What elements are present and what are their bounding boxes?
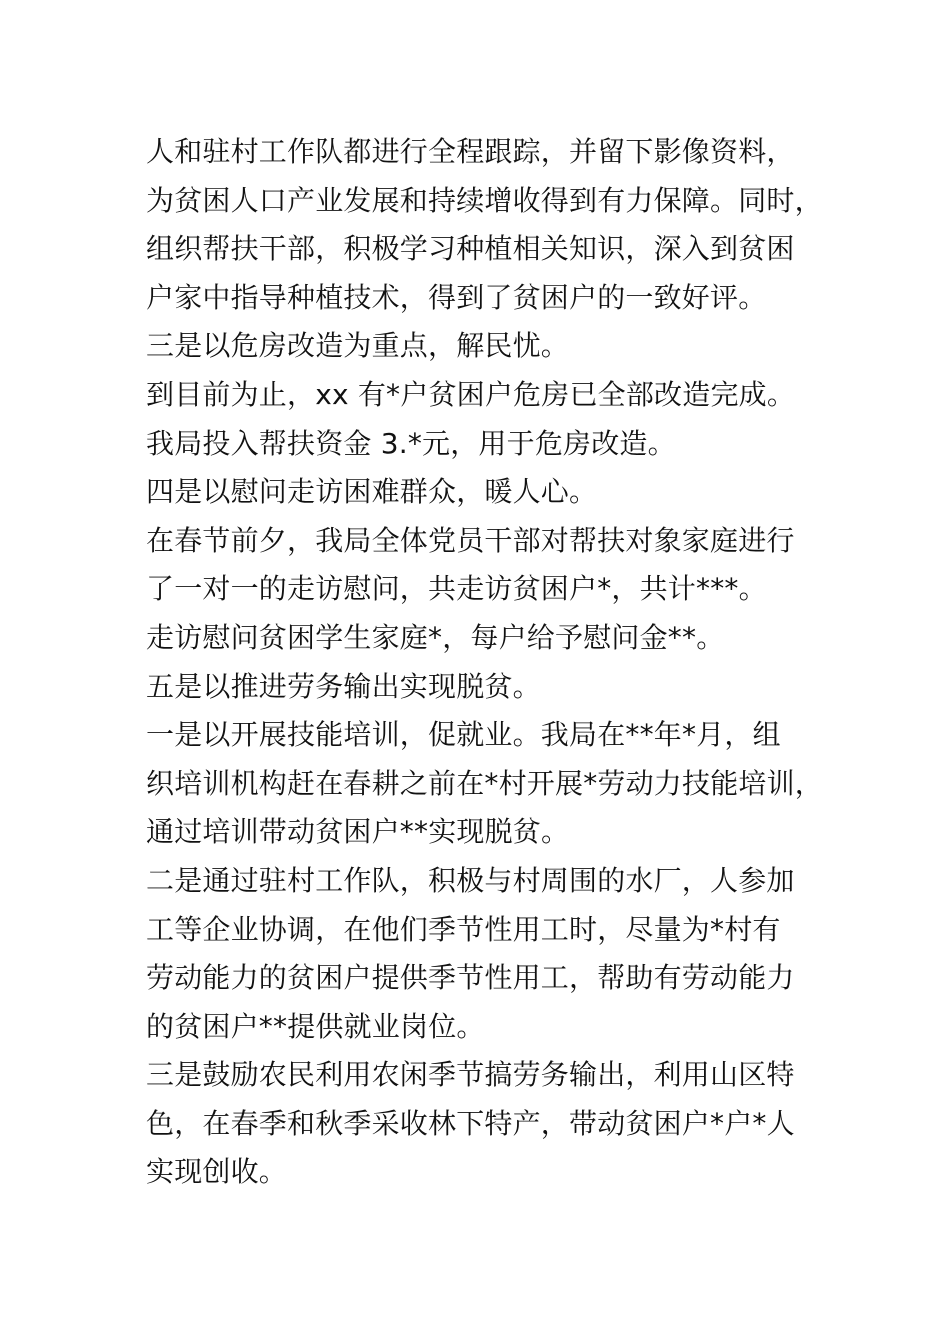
text-line: 织培训机构赶在春耕之前在*村开展*劳动力技能培训， [146, 766, 824, 800]
document-body [146, 128, 846, 1197]
text-line: 了一对一的走访慰问，共走访贫困户*，共计***。 [146, 572, 767, 606]
section-heading: 四是以慰问走访困难群众，暖人心。 [146, 475, 598, 509]
text-line: 色，在春季和秋季采收林下特产，带动贫困户*户*人 [146, 1106, 795, 1140]
text-line: 三是鼓励农民利用农闲季节搞劳务输出，利用山区特 [146, 1058, 795, 1092]
text-line: 一是以开展技能培训，促就业。我局在**年*月，组 [146, 718, 781, 752]
text-line: 组织帮扶干部，积极学习种植相关知识，深入到贫困 [146, 232, 795, 266]
text-line: 人和驻村工作队都进行全程跟踪，并留下影像资料， [146, 135, 795, 168]
text-line: 我局投入帮扶资金 3.*元，用于危房改造。 [146, 426, 676, 460]
text-line: 的贫困户**提供就业岗位。 [146, 1009, 485, 1043]
text-line: 为贫困人口产业发展和持续增收得到有力保障。同时， [146, 183, 823, 217]
section-heading: 三是以危房改造为重点，解民忧。 [146, 329, 570, 363]
text-line: 通过培训带动贫困户**实现脱贫。 [146, 815, 570, 849]
text-line: 到目前为止，xx 有*户贫困户危房已全部改造完成。 [146, 377, 796, 411]
section-heading: 五是以推进劳务输出实现脱贫。 [146, 669, 541, 703]
text-line: 工等企业协调，在他们季节性用工时，尽量为*村有 [146, 912, 781, 946]
text-line: 劳动能力的贫困户提供季节性用工，帮助有劳动能力 [146, 961, 795, 995]
text-line: 走访慰问贫困学生家庭*，每户给予慰问金**。 [146, 620, 725, 654]
text-line: 实现创收。 [146, 1155, 288, 1189]
text-line: 户家中指导种植技术，得到了贫困户的一致好评。 [146, 280, 767, 314]
text-line: 二是通过驻村工作队，积极与村周围的水厂，人参加 [146, 863, 795, 897]
text-line: 在春节前夕，我局全体党员干部对帮扶对象家庭进行 [146, 523, 795, 557]
